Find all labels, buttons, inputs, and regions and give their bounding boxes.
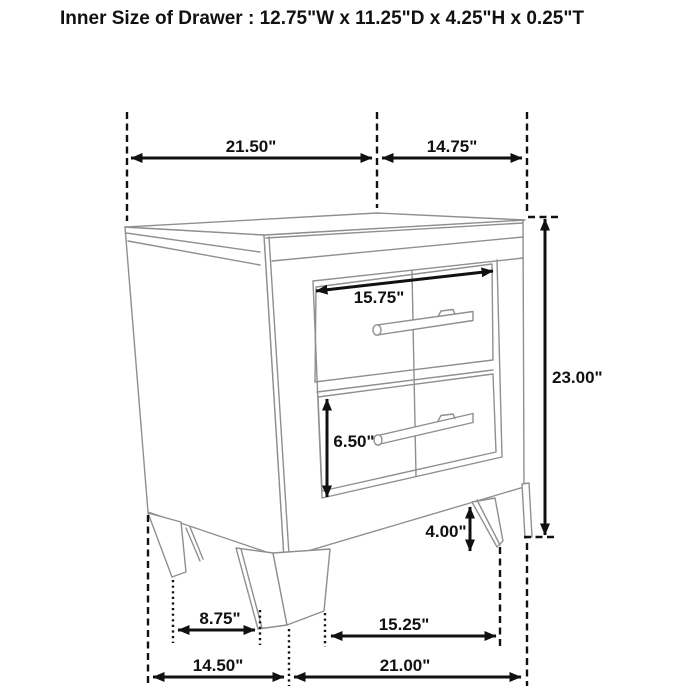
- dim-top-depth-label: 14.75": [426, 137, 478, 156]
- dim-drawer-front-height-label: 6.50": [333, 432, 375, 451]
- leg-back-left: [148, 513, 186, 577]
- dim-top-depth: [382, 137, 522, 158]
- dim-overall-height: [524, 217, 603, 537]
- dim-overall-height-label: 23.00": [552, 368, 603, 387]
- dim-top-width-label: 21.50": [225, 137, 277, 156]
- page-title: Inner Size of Drawer : 12.75"W x 11.25"D x 4.25"H x 0.25"T: [60, 8, 584, 29]
- dim-front-leg-spacing-label: 15.25": [378, 615, 430, 634]
- dim-leg-height-label: 4.00": [425, 522, 467, 541]
- dim-base-depth-label: 14.50": [192, 656, 244, 675]
- dim-top-width: [131, 137, 372, 158]
- handle-end-cap: [374, 435, 382, 445]
- dim-base-width-label: 21.00": [379, 656, 431, 675]
- dim-side-leg-spacing-label: 8.75": [199, 609, 241, 628]
- side-panel: [125, 227, 284, 558]
- dim-drawer-opening-width-label: 15.75": [353, 288, 405, 307]
- extension-lines-top: [127, 112, 527, 221]
- leg-front-right: [472, 498, 503, 547]
- dim-front-leg-spacing: [325, 547, 500, 648]
- handle-end-cap: [373, 325, 381, 335]
- leg-back-right: [522, 483, 532, 538]
